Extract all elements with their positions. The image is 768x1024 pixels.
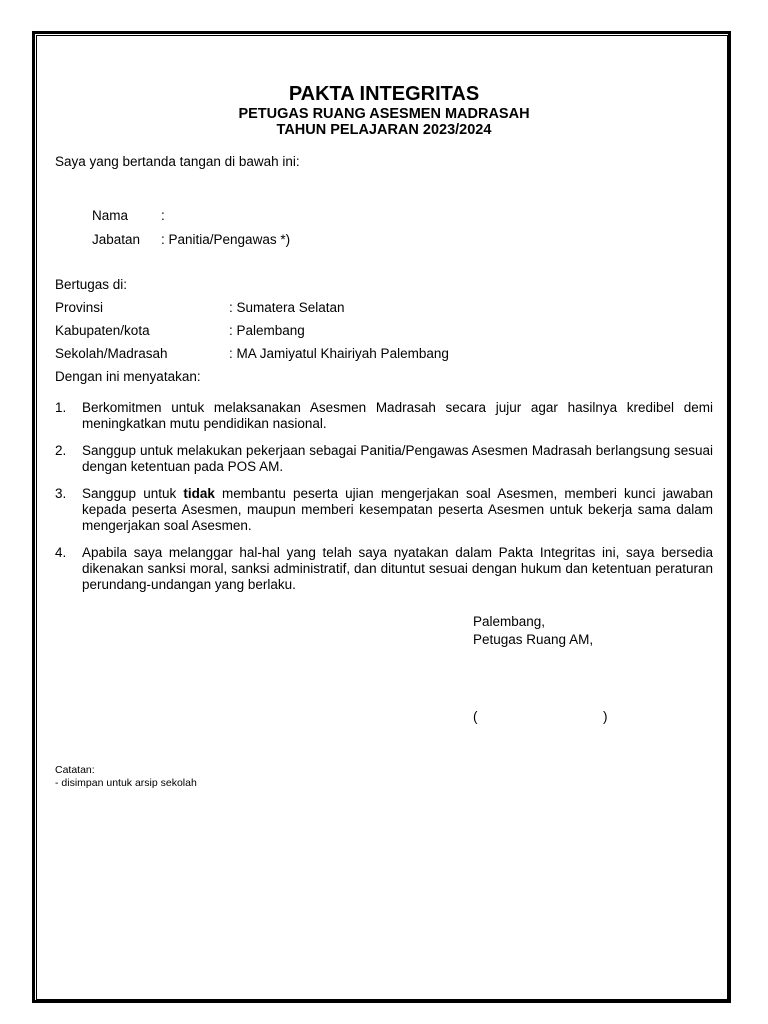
sekolah-label: Sekolah/Madrasah <box>55 346 168 361</box>
catatan-label: Catatan: <box>55 764 95 776</box>
statement-number: 3. <box>55 486 67 501</box>
provinsi-label: Provinsi <box>55 300 104 315</box>
statement-emphasis: tidak <box>183 486 215 501</box>
statement-text-part: membantu peserta ujian mengerjakan soal Asesmen, memberi kunci jawaban kepada peserta Asesmen, maupun memberi kesempatan peserta Asesmen untuk bekerja sama dalam mengerjakan soal Asesmen. <box>82 486 713 533</box>
statement-text: Apabila saya melanggar hal-hal yang telah saya nyatakan dalam Pakta Integritas ini, saya bersedia dikenakan sanksi moral, sanksi administratif, dan dituntut sesuai dengan hukum dan ketentuan peraturan perundang-undangan yang berlaku. <box>82 545 713 592</box>
statement-number: 1. <box>55 400 67 415</box>
sekolah-value: : MA Jamiyatul Khairiyah Palembang <box>229 346 449 361</box>
statement-text: Sanggup untuk melakukan pekerjaan sebagai Panitia/Pengawas Asesmen Madrasah berlangsung sesuai dengan ketentuan pada POS AM. <box>82 443 713 474</box>
signature-bracket-open: ( <box>473 709 478 724</box>
nama-label: Nama <box>92 208 129 223</box>
provinsi-value: : Sumatera Selatan <box>229 300 345 315</box>
intro-text: Saya yang bertanda tangan di bawah ini: <box>55 154 300 169</box>
document-title: PAKTA INTEGRITAS <box>288 83 480 105</box>
statement-number: 4. <box>55 545 67 560</box>
nama-value: : <box>161 208 165 223</box>
signature-bracket-close: ) <box>603 709 608 724</box>
document-subtitle: PETUGAS RUANG ASESMEN MADRASAH <box>238 106 530 122</box>
menyatakan-text: Dengan ini menyatakan: <box>55 369 201 384</box>
jabatan-value: : Panitia/Pengawas *) <box>161 232 291 247</box>
kabupaten-value: : Palembang <box>229 323 305 338</box>
document-year: TAHUN PELAJARAN 2023/2024 <box>276 122 492 138</box>
statement-text-part: Sanggup untuk <box>82 486 184 501</box>
statement-text: Berkomitmen untuk melaksanakan Asesmen Madrasah secara jujur agar hasilnya kredibel demi meningkatkan mutu pendidikan nasional. <box>82 400 713 431</box>
catatan-item: - disimpan untuk arsip sekolah <box>55 777 197 789</box>
jabatan-label: Jabatan <box>92 232 141 247</box>
statement-text <box>82 486 713 534</box>
statement-number: 2. <box>55 443 67 458</box>
kabupaten-label: Kabupaten/kota <box>55 323 150 338</box>
signature-place: Palembang, <box>473 614 546 629</box>
signature-role: Petugas Ruang AM, <box>473 632 594 647</box>
bertugas-heading: Bertugas di: <box>55 277 128 292</box>
